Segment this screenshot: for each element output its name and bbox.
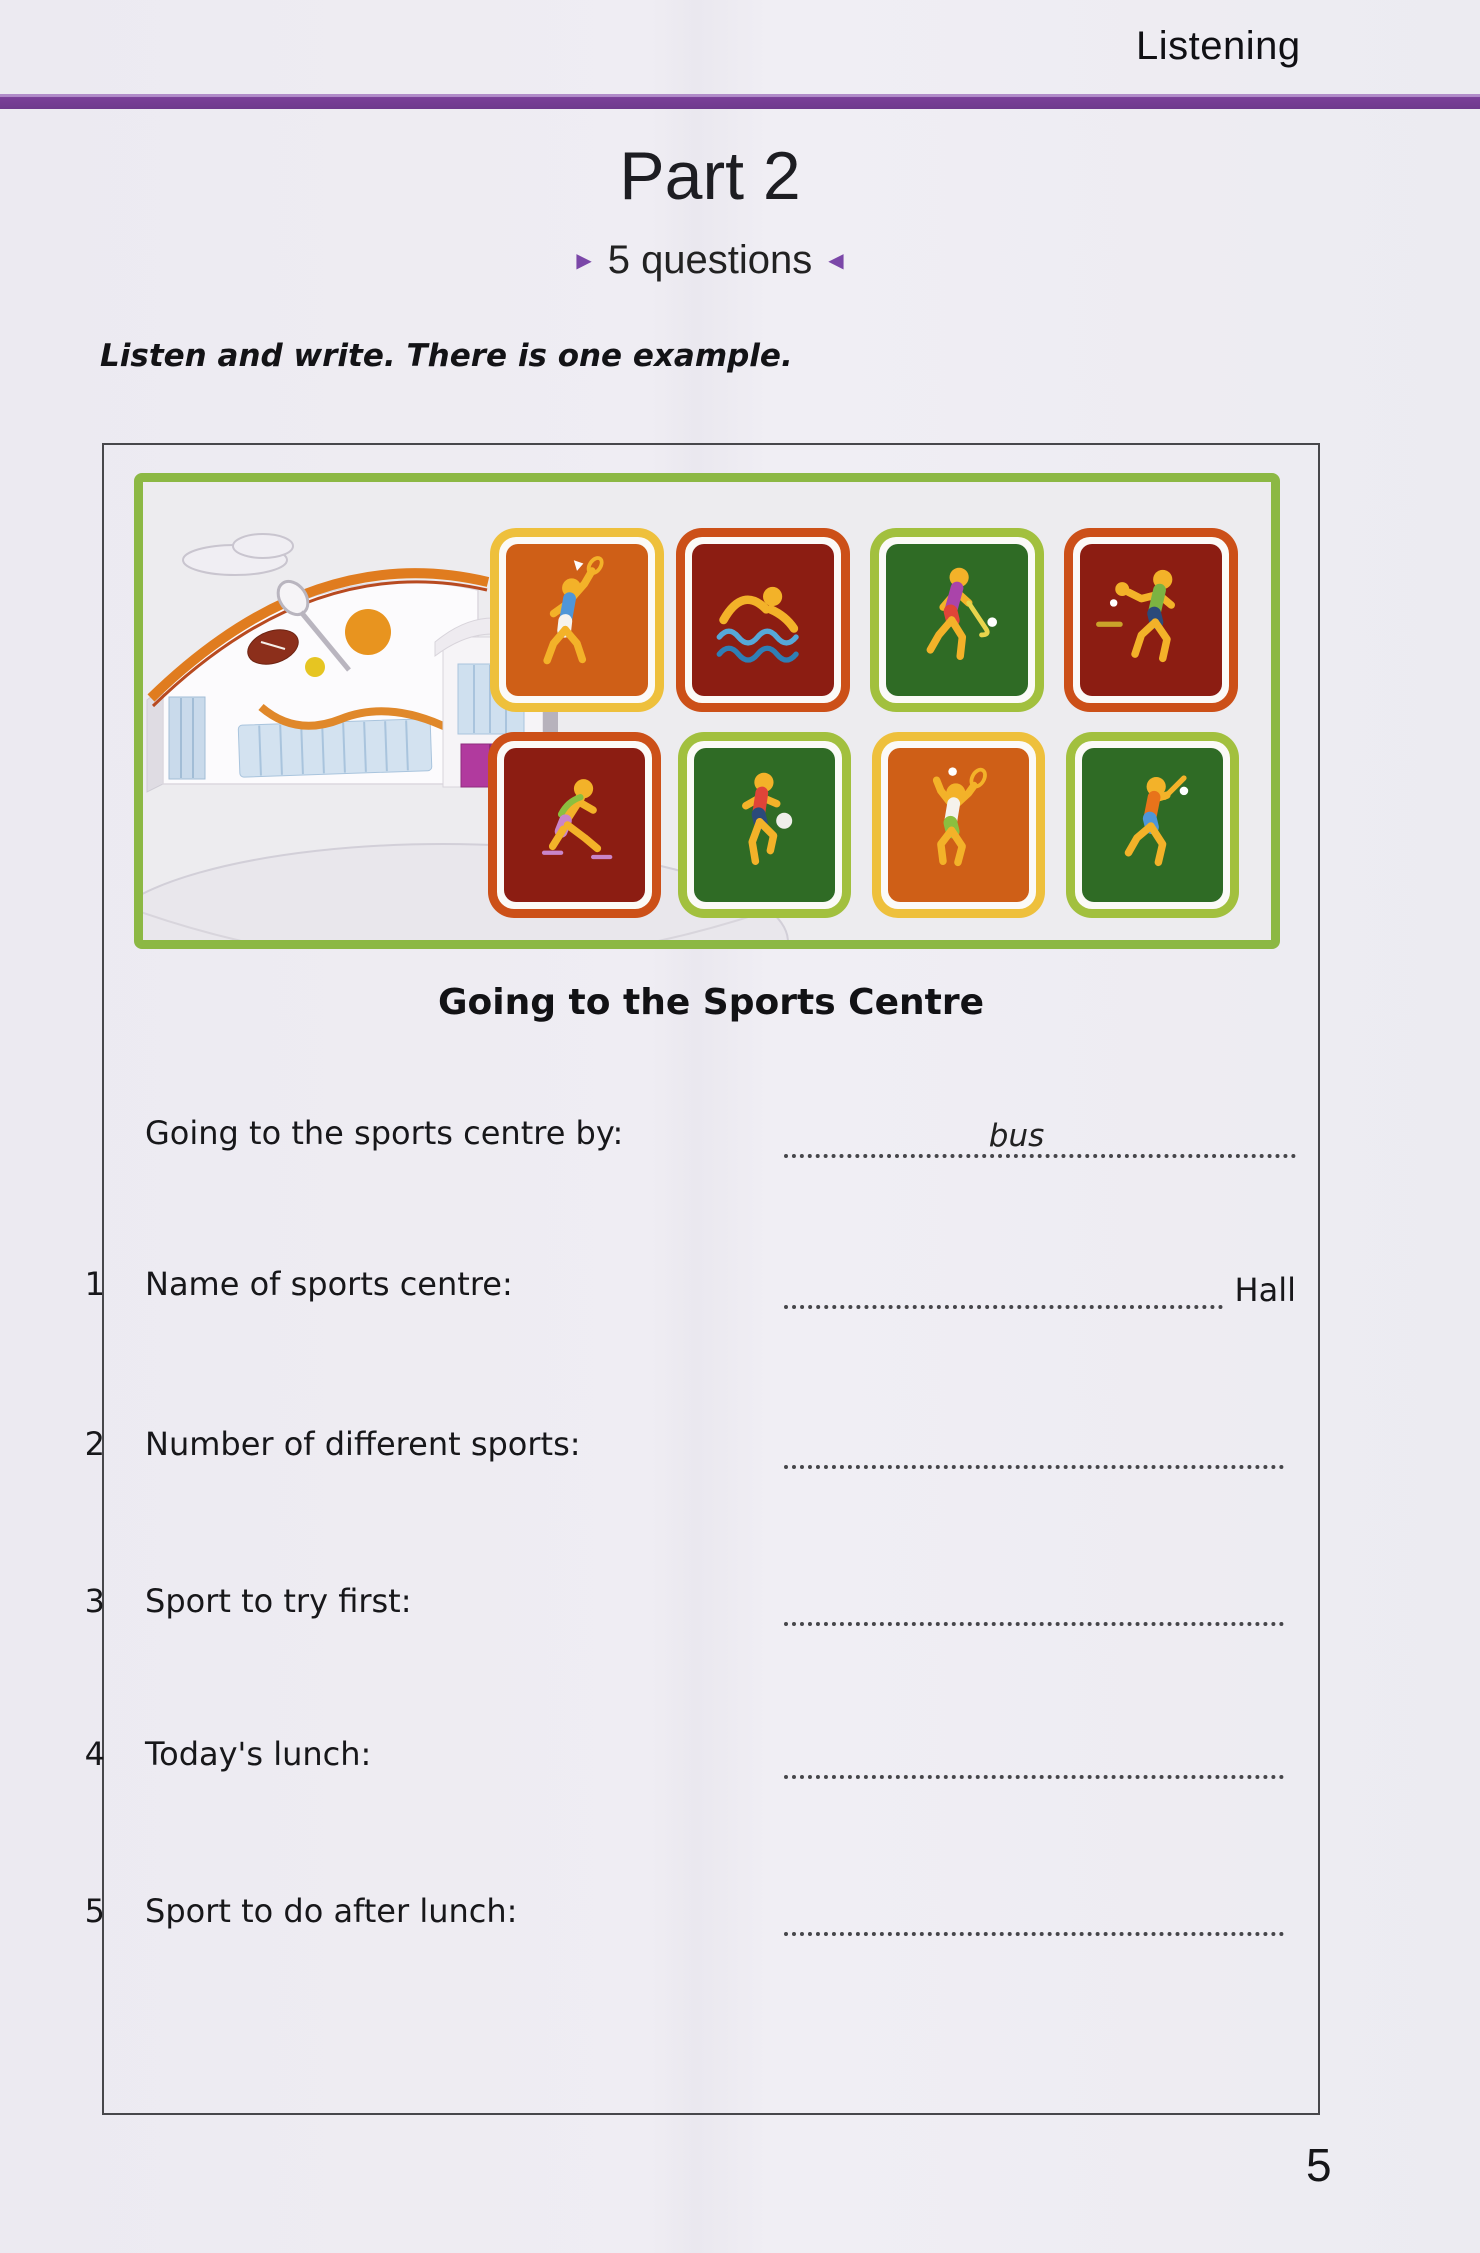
question-label: Sport to do after lunch: bbox=[145, 1892, 518, 1930]
question-label: Number of different sports: bbox=[145, 1425, 581, 1463]
answer-area bbox=[784, 1582, 1296, 1626]
swimming-pictogram bbox=[704, 556, 822, 684]
sport-tile-football bbox=[678, 732, 851, 918]
badminton-pictogram bbox=[518, 556, 636, 684]
question-label: Name of sports centre: bbox=[145, 1265, 513, 1303]
question-row-2 bbox=[84, 1425, 1280, 1471]
question-row-3 bbox=[84, 1582, 1280, 1628]
header-rule bbox=[0, 94, 1480, 109]
answer-suffix: Hall bbox=[1234, 1271, 1296, 1309]
question-number: 5 bbox=[84, 1892, 105, 1930]
example-label: Going to the sports centre by: bbox=[145, 1114, 624, 1152]
question-number: 1 bbox=[84, 1265, 105, 1303]
sport-tile-ice-skating bbox=[488, 732, 661, 918]
answer-area bbox=[784, 1892, 1296, 1936]
page-number: 5 bbox=[1306, 2139, 1332, 2191]
right-triangle-icon: ▶ bbox=[576, 249, 592, 272]
picture-title: Going to the Sports Centre bbox=[437, 982, 984, 1023]
part-title: Part 2 bbox=[619, 138, 801, 214]
questions-count-label: 5 questions bbox=[607, 238, 813, 282]
sport-tile-tennis bbox=[872, 732, 1045, 918]
table-tennis-pictogram bbox=[1092, 556, 1210, 684]
question-row-4 bbox=[84, 1735, 1280, 1781]
answer-line[interactable] bbox=[784, 1421, 1284, 1469]
answer-area bbox=[784, 1425, 1296, 1469]
page-header-listening: Listening bbox=[1136, 24, 1301, 68]
question-number: 2 bbox=[84, 1425, 105, 1463]
ice-skating-pictogram bbox=[516, 761, 634, 889]
answer-line[interactable] bbox=[784, 1261, 1223, 1309]
answer-line[interactable] bbox=[784, 1888, 1284, 1936]
answer-area bbox=[784, 1265, 1296, 1309]
hockey-pictogram bbox=[898, 556, 1016, 684]
example-answer-text: bus bbox=[988, 1118, 1045, 1154]
tennis-pictogram bbox=[900, 761, 1018, 889]
left-triangle-icon: ◀ bbox=[828, 249, 844, 272]
baseball-pictogram bbox=[1094, 761, 1212, 889]
illustration-frame bbox=[134, 473, 1280, 949]
cloud-icon bbox=[183, 534, 293, 575]
sport-tile-baseball bbox=[1066, 732, 1239, 918]
task-instruction: Listen and write. There is one example. bbox=[100, 338, 793, 374]
worksheet-box bbox=[84, 443, 1320, 2115]
question-row-1 bbox=[84, 1265, 1296, 1311]
example-answer-area bbox=[784, 1114, 1296, 1158]
questions-count bbox=[0, 238, 1420, 283]
question-number: 4 bbox=[84, 1735, 105, 1773]
sport-tile-swimming bbox=[676, 528, 850, 712]
question-number: 3 bbox=[84, 1582, 105, 1620]
answer-line[interactable] bbox=[784, 1731, 1284, 1779]
sport-tile-badminton bbox=[490, 528, 664, 712]
example-row bbox=[145, 1114, 1280, 1160]
sport-tile-hockey bbox=[870, 528, 1044, 712]
sport-tile-table-tennis bbox=[1064, 528, 1238, 712]
answer-area bbox=[784, 1735, 1296, 1779]
question-row-5 bbox=[84, 1892, 1280, 1938]
answer-line[interactable] bbox=[784, 1578, 1284, 1626]
question-label: Today's lunch: bbox=[145, 1735, 372, 1773]
football-pictogram bbox=[706, 761, 824, 889]
question-label: Sport to try first: bbox=[145, 1582, 412, 1620]
